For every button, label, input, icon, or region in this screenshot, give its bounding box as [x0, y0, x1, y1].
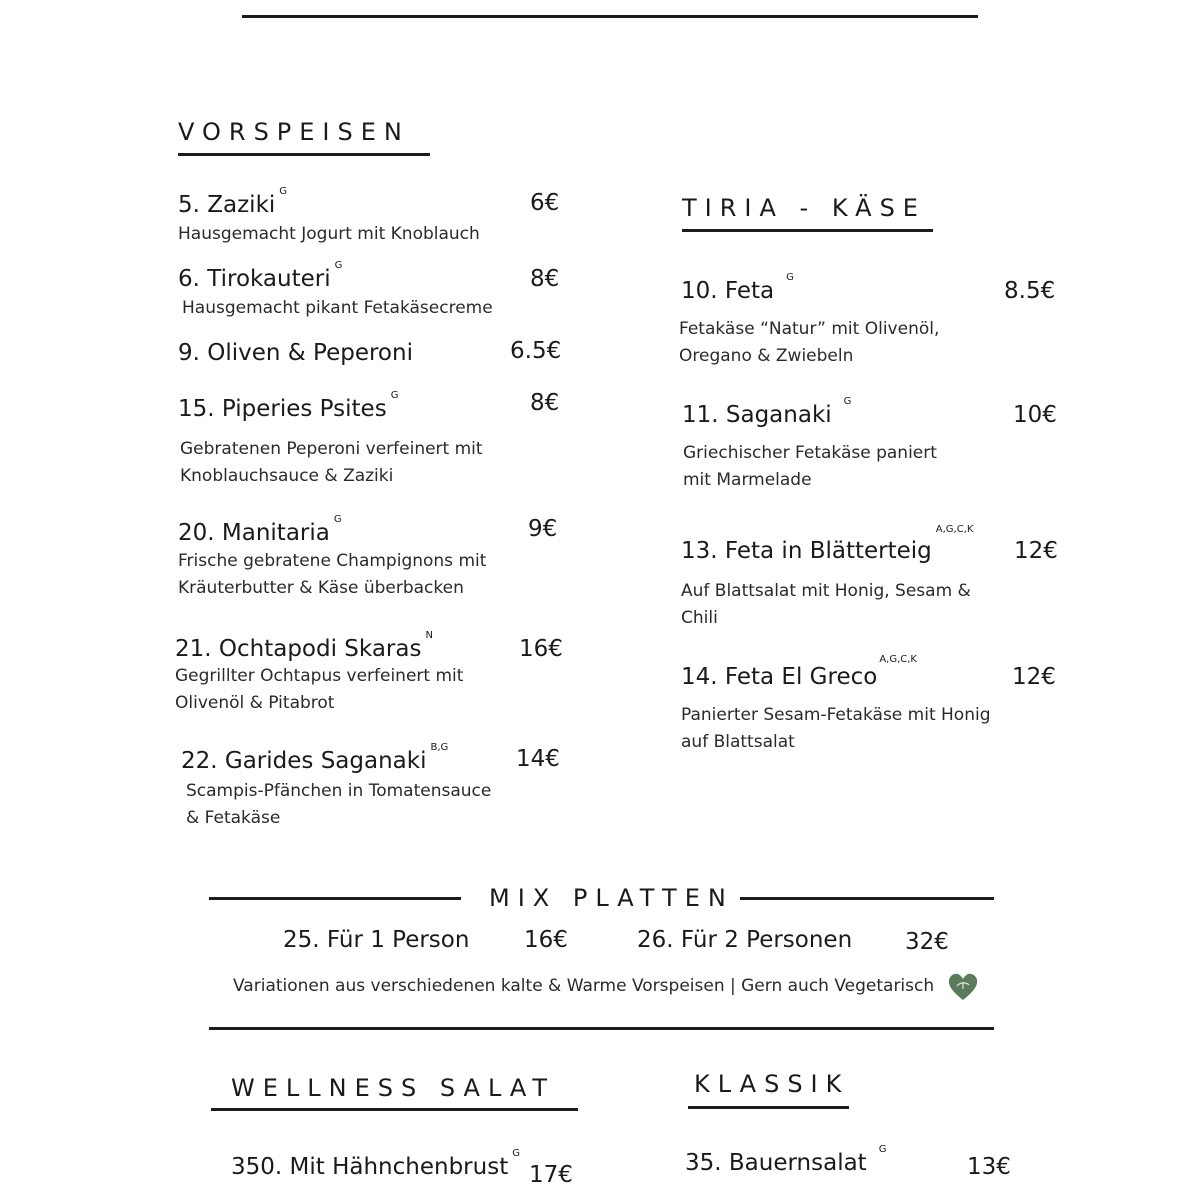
allergen-code: G [334, 260, 343, 271]
item-name: 22. Garides Saganaki$^{B,G}$ [181, 742, 449, 774]
item-price: 8€ [530, 390, 560, 416]
mix-note: Variationen aus verschiedenen kalte & Warme Vorspeisen | Gern auch Vegetarisch [233, 976, 935, 996]
item-price: 16€ [519, 636, 563, 662]
item-price: 9€ [528, 516, 558, 542]
item-description: Scampis-Pfänchen in Tomatensauce & Fetakäse [186, 781, 492, 828]
item-description: Frische gebratene Champignons mit Kräuterbutter & Käse überbacken [178, 551, 487, 598]
item-name: 13. Feta in Blätterteig$^{A,G,C,K}$ [681, 524, 974, 564]
section-underline-klassik [688, 1106, 849, 1109]
item-name: 14. Feta El Greco$^{A,G,C,K}$ [681, 654, 917, 690]
section-title-klassik: KLASSIK [694, 1070, 850, 1098]
allergen-code: G [279, 186, 288, 197]
item-price: 14€ [516, 746, 560, 772]
allergen-code: G [390, 390, 399, 401]
mix-divider-left [209, 897, 461, 900]
item-description: Hausgemacht Jogurt mit Knoblauch [178, 224, 480, 244]
section-title-vorspeisen: VORSPEISEN [178, 118, 410, 146]
item-name: 5. Zaziki$^G$ [178, 186, 288, 218]
item-name: 9. Oliven & Peperoni [178, 340, 413, 366]
item-name: 21. Ochtapodi Skaras$^N$ [175, 630, 433, 662]
item-price: 10€ [1013, 402, 1057, 428]
allergen-code: N [425, 630, 433, 641]
section-underline-wellness [211, 1108, 578, 1111]
item-name: 350. Mit Hähnchenbrust$^G$ [231, 1148, 520, 1180]
item-description: Panierter Sesam-Fetakäse mit Honig auf Blattsalat [681, 705, 991, 752]
allergen-code: G [786, 272, 794, 283]
mix-option-1: 25. Für 1 Person [283, 927, 470, 953]
section-title-mix-platten: MIX PLATTEN [489, 884, 734, 912]
mix-divider-right [740, 897, 994, 900]
allergen-code: G [512, 1148, 520, 1159]
allergen-code: G [843, 396, 852, 407]
mix-bottom-divider [209, 1027, 994, 1030]
item-price: 12€ [1012, 664, 1056, 690]
allergen-code: G [878, 1144, 887, 1155]
item-name: 20. Manitaria$^G$ [178, 514, 342, 546]
allergen-code: A,G,C,K [879, 654, 917, 665]
item-name: 35. Bauernsalat$^G$ [685, 1144, 887, 1176]
item-price: 13€ [967, 1154, 1011, 1180]
item-description: Auf Blattsalat mit Honig, Sesam & Chili [681, 581, 971, 628]
item-description: Griechischer Fetakäse paniert mit Marmelade [683, 443, 937, 490]
section-title-wellness-salat: WELLNESS SALAT [231, 1074, 556, 1102]
allergen-code: B,G [430, 742, 449, 753]
section-title-tiria-kaese: TIRIA - KÄSE [682, 194, 926, 222]
top-divider [242, 15, 978, 18]
item-description: Fetakäse “Natur” mit Olivenöl, Oregano & Zwiebeln [679, 319, 940, 366]
item-price: 8.5€ [1004, 278, 1056, 304]
item-description: Gebratenen Peperoni verfeinert mit Knoblauchsauce & Zaziki [180, 439, 483, 486]
item-price: 12€ [1014, 538, 1058, 564]
item-name: 6. Tirokauteri$^G$ [178, 260, 343, 292]
item-name: 11. Saganaki$^G$ [682, 396, 852, 428]
item-price: 17€ [529, 1162, 573, 1188]
item-description: Gegrillter Ochtapus verfeinert mit Olivenöl & Pitabrot [175, 666, 464, 713]
item-description: Hausgemacht pikant Fetakäsecreme [182, 298, 493, 318]
item-name: 15. Piperies Psites$^G$ [178, 390, 399, 422]
item-price: 8€ [530, 266, 560, 292]
item-price: 6.5€ [510, 338, 562, 364]
mix-price-1: 16€ [524, 927, 568, 953]
item-name: 10. Feta$^G$ [681, 272, 794, 304]
vegetarian-heart-icon [947, 972, 979, 1002]
section-underline-vorspeisen [178, 153, 430, 156]
allergen-code: A,G,C,K [935, 524, 974, 535]
section-underline-tiria [682, 229, 933, 232]
mix-option-2: 26. Für 2 Personen [637, 927, 853, 953]
mix-price-2: 32€ [905, 929, 949, 955]
allergen-code: G [333, 514, 342, 525]
item-price: 6€ [530, 190, 560, 216]
